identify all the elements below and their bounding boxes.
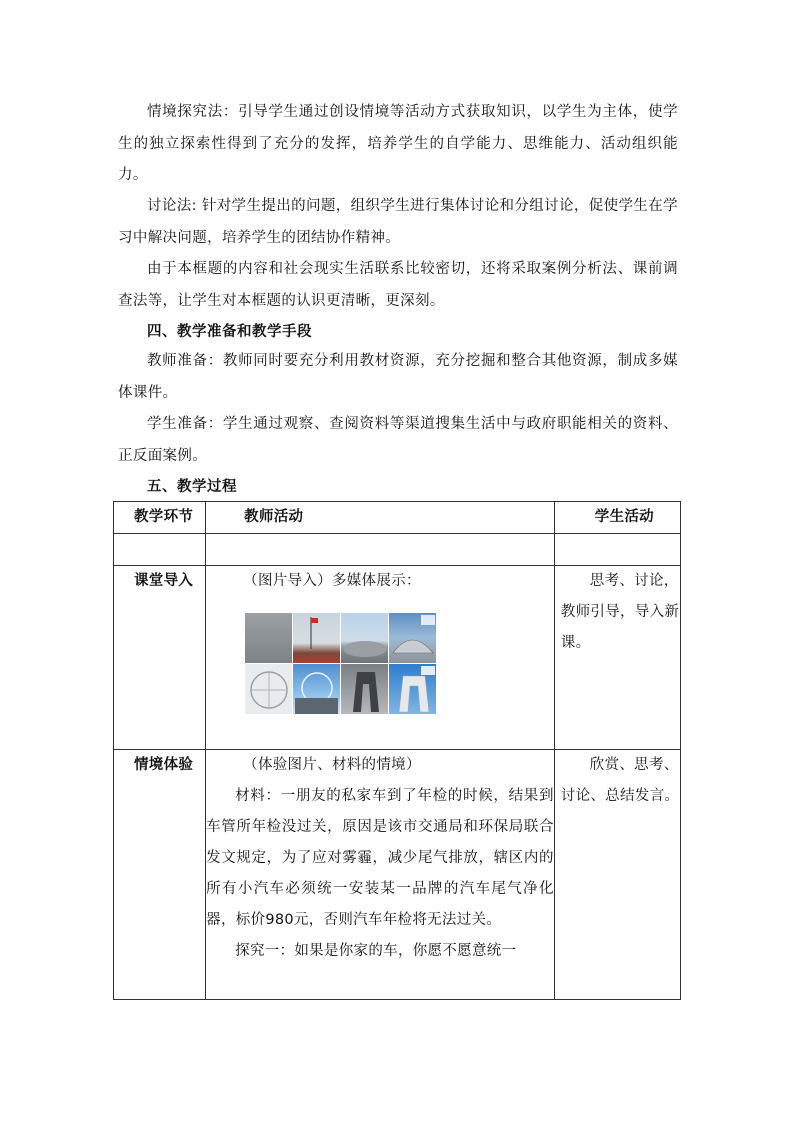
paragraph-discussion-method: 讨论法: 针对学生提出的问题，组织学生进行集体讨论和分组讨论，促使学生在学习中解决问题，培养学生的团结协作精神。	[118, 198, 678, 246]
table-row	[114, 566, 681, 750]
tiananmen-photo	[293, 613, 340, 663]
stadium-photo	[389, 613, 436, 663]
header-student-activity: 学生活动	[554, 502, 680, 534]
table-header-row	[114, 502, 681, 534]
student-activity-text: 思考、讨论，教师引导，导入新课。	[560, 573, 680, 651]
teaching-process-table	[113, 501, 681, 1000]
ferris-wheel-blue-photo	[293, 664, 340, 714]
table-cell	[206, 534, 555, 566]
teacher-activity-intro	[206, 566, 555, 750]
paragraph-student-preparation: 学生准备：学生通过观察、查阅资料等渠道搜集生活中与政府职能相关的资料、正反面案例。	[118, 416, 678, 464]
bird-nest-photo	[341, 613, 388, 663]
ferris-wheel-photo	[245, 664, 292, 714]
teacher-line-inquiry: 探究一：如果是你家的车，你愿不愿意统一	[235, 943, 517, 959]
teacher-line-material: 材料：一朋友的私家车到了年检的时候，结果到车管所年检没过关，原因是该市交通局和环保局联合发文规定，为了应对雾霾，减少尾气排放，辖区内的所有小汽车必须统一安装某一品牌的汽车尾气净化器，标价980元，否则汽车年检将无法过关。	[206, 788, 554, 928]
cctv-tower-blue-photo	[389, 664, 436, 714]
section-heading-process: 五、教学过程	[147, 479, 237, 495]
paragraph-teacher-preparation: 教师准备：教师同时要充分利用教材资源，充分挖掘和整合其他资源，制成多媒体课件。	[118, 353, 678, 401]
cctv-tower-gray-photo	[341, 664, 388, 714]
step-experience: 情境体验	[114, 750, 206, 1000]
section-heading-preparation: 四、教学准备和教学手段	[147, 324, 312, 340]
teacher-line: （体验图片、材料的情境）	[243, 757, 421, 773]
multimedia-photo-collage	[245, 613, 436, 714]
header-step: 教学环节	[114, 502, 206, 534]
teacher-line: （图片导入）多媒体展示：	[243, 573, 421, 589]
student-activity-intro	[554, 566, 680, 750]
table-cell	[554, 534, 680, 566]
paragraph-inquiry-method: 情境探究法：引导学生通过创设情境等活动方式获取知识，以学生为主体，使学生的独立探索性得到了充分的发挥，培养学生的自学能力、思维能力、活动组织能力。	[118, 104, 678, 183]
header-teacher-activity: 教师活动	[206, 502, 555, 534]
step-intro: 课堂导入	[114, 566, 206, 750]
table-row-empty	[114, 534, 681, 566]
student-activity-text: 欣赏、思考、讨论、总结发言。	[560, 757, 680, 804]
paragraph-case-method: 由于本框题的内容和社会现实生活联系比较密切，还将采取案例分析法、课前调查法等，让学生对本框题的认识更清晰，更深刻。	[118, 261, 678, 309]
student-activity-experience	[554, 750, 680, 1000]
teacher-activity-experience	[206, 750, 555, 1000]
table-row	[114, 750, 681, 1000]
smog-city-photo	[245, 613, 292, 663]
table-cell	[114, 534, 206, 566]
